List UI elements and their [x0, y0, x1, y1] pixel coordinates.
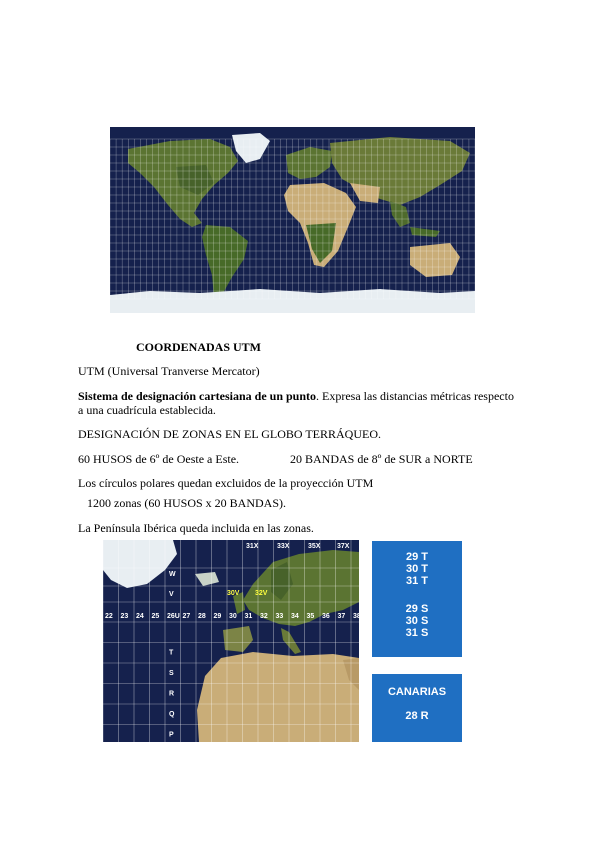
world-utm-map [110, 127, 475, 313]
zone-number-label: 33 [275, 613, 284, 620]
band-letter-label: Q [169, 711, 175, 718]
zone-label: 30 T [405, 563, 428, 575]
definition-line-2: a una cuadrícula establecida. [78, 403, 216, 417]
definition-bold: Sistema de designación cartesiana de un punto [78, 389, 317, 403]
extra-zone-label: 32V [255, 590, 268, 597]
band-letter-label: R [169, 690, 175, 698]
zones-title: DESIGNACIÓN DE ZONAS EN EL GLOBO TERRÁQUEO. [78, 427, 381, 441]
band-letter-label: W [169, 571, 176, 578]
canarias-title: CANARIAS [387, 686, 447, 698]
definition-line-1 [78, 389, 514, 403]
zone-label: 29 T [405, 551, 428, 563]
subtitle: UTM (Universal Tranverse Mercator) [78, 364, 260, 378]
polar-note: Los círculos polares quedan excluidos de la proyección UTM [78, 476, 374, 490]
zone-number-label: 36 [322, 613, 330, 620]
top-zone-label: 33X [277, 543, 290, 550]
zone-number-label: 38 [353, 613, 361, 620]
zone-label: 30 S [405, 615, 429, 627]
zone-number-label: 24 [136, 613, 144, 620]
extra-zone-label: 30V [227, 590, 240, 597]
bandas-text: 20 BANDAS de 8º de SUR a NORTE [290, 452, 473, 466]
canarias-zone: 28 R [405, 710, 429, 722]
zone-number-label: 32 [260, 613, 268, 620]
band-letter-label: S [169, 670, 174, 677]
band-letter-label: P [169, 731, 174, 739]
top-zone-label: 37X [337, 543, 350, 550]
zone-number-label: 34 [291, 613, 299, 620]
zone-label: 31 S [405, 627, 429, 639]
husos-text: 60 HUSOS de 6º de Oeste a Este. [78, 452, 240, 466]
top-zone-label: 35X [308, 543, 321, 550]
zone-number-label: 31 [244, 613, 253, 620]
definition-rest: . Expresa las distancias métricas respecto [316, 389, 514, 403]
zone-number-label: 35 [306, 613, 315, 620]
peninsula-note: La Península Ibérica queda incluida en las zonas. [78, 521, 314, 535]
zone-number-label: 37 [337, 613, 346, 620]
band-letter-label: T [169, 649, 174, 657]
top-zone-label: 31X [246, 543, 259, 550]
zone-number-label: 27 [182, 613, 191, 620]
zone-number-label: 29 [213, 613, 222, 620]
iberia-zones-panel [372, 541, 462, 657]
zone-number-label: 22 [105, 613, 113, 620]
band-letter-label: V [169, 591, 174, 598]
total-zones: 1200 zonas (60 HUSOS x 20 BANDAS). [87, 496, 287, 510]
zone-number-label: 23 [120, 613, 129, 620]
zone-label: 29 S [405, 603, 429, 615]
europe-map-graphic [103, 540, 359, 742]
zone-number-label: 26U [167, 613, 180, 620]
zone-label: 31 T [405, 575, 428, 587]
canarias-zones-panel [372, 674, 462, 742]
world-map-graphic [110, 127, 475, 313]
zone-number-label: 28 [198, 613, 206, 620]
page-title: COORDENADAS UTM [136, 340, 262, 354]
zone-number-label: 25 [151, 613, 160, 620]
zone-number-label: 30 [229, 613, 237, 620]
europe-utm-map [103, 540, 359, 742]
